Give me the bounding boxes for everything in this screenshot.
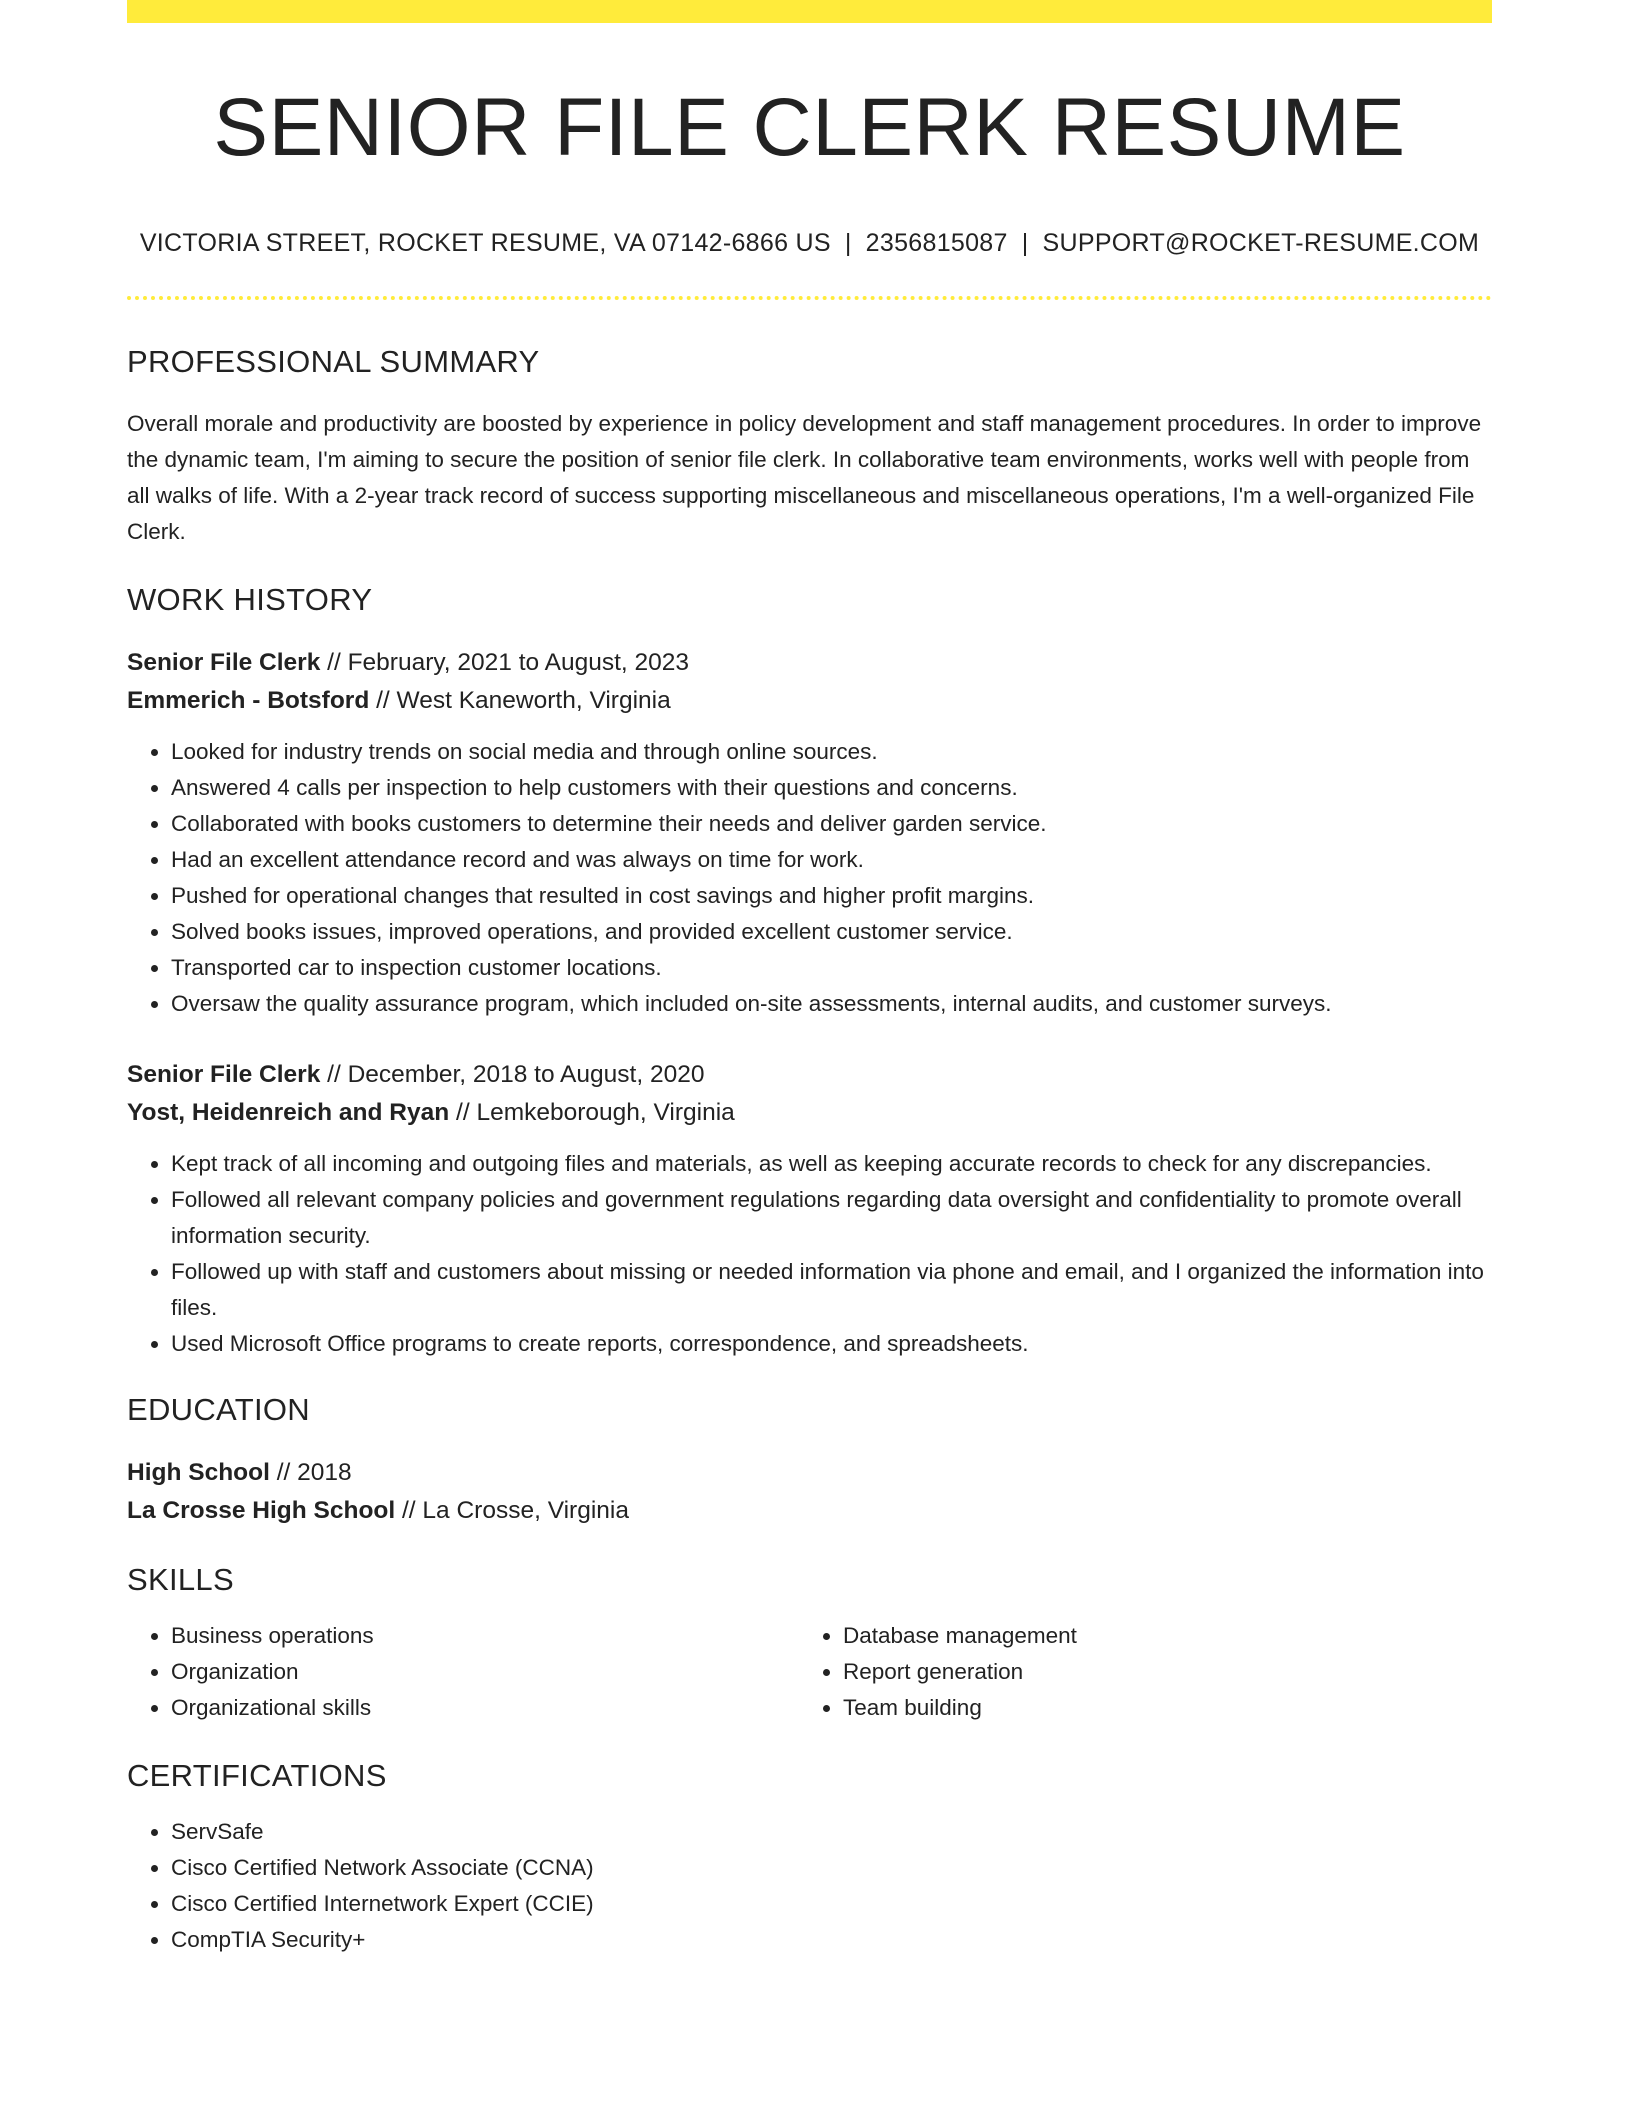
skills-list [127, 1618, 1492, 1726]
job-location: // West Kaneworth, Virginia [369, 687, 671, 714]
list-item: • Answered 4 calls per inspection to help customers with their questions and concerns. [171, 770, 1492, 806]
job-company-line [127, 1094, 1492, 1132]
education-degree: High School [127, 1459, 270, 1486]
skill-item: • Business operations [171, 1618, 799, 1654]
education-degree-line [127, 1454, 1492, 1492]
skills-column-left [127, 1618, 799, 1726]
list-item: • Solved books issues, improved operations, and provided excellent customer service. [171, 914, 1492, 950]
job-bullets [127, 734, 1492, 1022]
contact-separator: | [1021, 229, 1029, 257]
job-company: Emmerich - Botsford [127, 687, 370, 714]
job-bullets [127, 1146, 1492, 1362]
contact-separator: | [844, 229, 852, 257]
list-item: • Followed up with staff and customers about missing or needed information via phone and email, and I organized the information into files. [171, 1254, 1492, 1326]
job-dates: // December, 2018 to August, 2020 [320, 1061, 705, 1088]
education-entry [127, 1454, 1492, 1530]
job-title: Senior File Clerk [127, 1061, 321, 1088]
certification-item: • Cisco Certified Internetwork Expert (CCIE) [171, 1886, 1492, 1922]
job-entry-1 [127, 644, 1492, 1022]
list-item: • Collaborated with books customers to determine their needs and deliver garden service. [171, 806, 1492, 842]
list-item: • Followed all relevant company policies and government regulations regarding data oversight and confidentiality to promote overall information security. [171, 1182, 1492, 1254]
contact-line [127, 229, 1492, 258]
skill-item: • Report generation [843, 1654, 1471, 1690]
job-entry-2 [127, 1056, 1492, 1362]
skills-heading: SKILLS [127, 1562, 234, 1597]
summary-heading: PROFESSIONAL SUMMARY [127, 344, 540, 379]
job-company-line [127, 682, 1492, 720]
skill-item: • Organizational skills [171, 1690, 799, 1726]
list-item: • Looked for industry trends on social media and through online sources. [171, 734, 1492, 770]
work-history-heading: WORK HISTORY [127, 582, 373, 617]
job-title-line [127, 644, 1492, 682]
job-title-line [127, 1056, 1492, 1094]
education-school-line [127, 1492, 1492, 1530]
dotted-divider [127, 296, 1492, 300]
job-dates: // February, 2021 to August, 2023 [320, 649, 690, 676]
skills-column-right [799, 1618, 1471, 1726]
certification-item: • CompTIA Security+ [171, 1922, 1492, 1958]
contact-email[interactable]: SUPPORT@ROCKET-RESUME.COM [1042, 229, 1480, 257]
education-school: La Crosse High School [127, 1497, 396, 1524]
list-item: • Transported car to inspection customer locations. [171, 950, 1492, 986]
resume-page [127, 0, 1492, 1958]
education-year: // 2018 [269, 1459, 352, 1486]
summary-text: Overall morale and productivity are boosted by experience in policy development and staff management procedures. In order to improve the dynamic team, I'm aiming to secure the position of senior file clerk. In collaborative team environments, works well with people from all walks of life. With a 2-year track record of success supporting miscellaneous and miscellaneous operations, I'm a well-organized File Clerk. [127, 411, 1482, 544]
list-item: • Had an excellent attendance record and was always on time for work. [171, 842, 1492, 878]
list-item: • Oversaw the quality assurance program, which included on-site assessments, internal audits, and customer surveys. [171, 986, 1492, 1022]
list-item: • Pushed for operational changes that resulted in cost savings and higher profit margins. [171, 878, 1492, 914]
contact-phone[interactable]: 2356815087 [865, 229, 1008, 257]
job-title: Senior File Clerk [127, 649, 321, 676]
job-location: // Lemkeborough, Virginia [449, 1099, 735, 1126]
certification-item: • ServSafe [171, 1814, 1492, 1850]
certifications-heading: CERTIFICATIONS [127, 1758, 387, 1793]
resume-title: SENIOR FILE CLERK RESUME [213, 82, 1406, 173]
skill-item: • Team building [843, 1690, 1471, 1726]
list-item: • Kept track of all incoming and outgoing files and materials, as well as keeping accurate records to check for any discrepancies. [171, 1146, 1492, 1182]
contact-address: VICTORIA STREET, ROCKET RESUME, VA 07142-6866 US [139, 229, 831, 257]
accent-top-bar [127, 0, 1492, 23]
skill-item: • Database management [843, 1618, 1471, 1654]
job-company: Yost, Heidenreich and Ryan [127, 1099, 450, 1126]
education-heading: EDUCATION [127, 1392, 310, 1427]
certification-item: • Cisco Certified Network Associate (CCNA) [171, 1850, 1492, 1886]
list-item: • Used Microsoft Office programs to create reports, correspondence, and spreadsheets. [171, 1326, 1492, 1362]
education-location: // La Crosse, Virginia [395, 1497, 629, 1524]
skill-item: • Organization [171, 1654, 799, 1690]
certifications-list [127, 1814, 1492, 1958]
